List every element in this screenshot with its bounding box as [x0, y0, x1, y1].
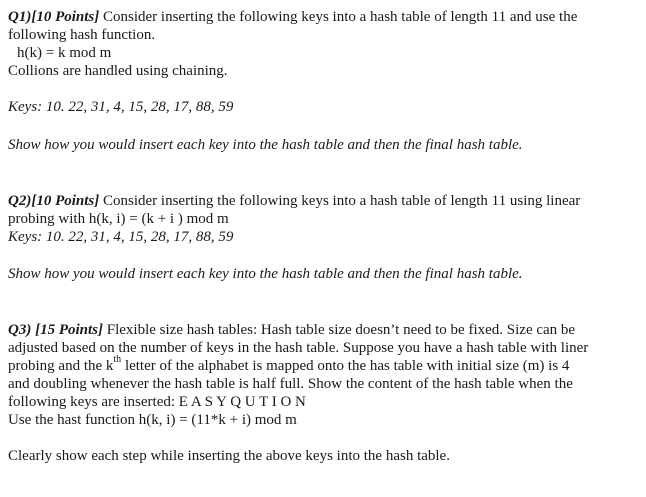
document [8, 8, 640, 465]
q1-collision-note: Collions are handled using chaining. [8, 63, 228, 79]
q3-line3: probing and the $k^{th}$ letter of the alphabet is mapped onto the has table with initial size (m) is 4 [8, 354, 570, 374]
q2-label: Q2)[10 Points] [8, 193, 100, 209]
q3-label: Q3) [15 Points] [8, 322, 103, 338]
q1-hash-formula: h(k) = k mod m [17, 45, 112, 61]
q1-keys: Keys: 10. 22, 31, 4, 15, 28, 17, 88, 59 [8, 99, 234, 115]
q3-intro [8, 321, 640, 339]
q3-superscript: th [113, 354, 122, 365]
q2-line2: probing with h(k, i) = (k + i ) mod m [8, 211, 229, 227]
q2-line1: Consider inserting the following keys into a hash table of length 11 using linear [99, 193, 581, 209]
q1-line2: following hash function. [8, 27, 156, 43]
q3-instruction: Clearly show each step while inserting the above keys into the hash table. [8, 448, 450, 464]
q1-line1: Consider inserting the following keys into a hash table of length 11 and use the [99, 9, 578, 25]
q3-line2: adjusted based on the number of keys in the hash table. Suppose you have a hash table with liner [8, 340, 589, 356]
q1-label: Q1)[10 Points] [8, 9, 100, 25]
q1-intro [8, 8, 640, 26]
q1-instruction: Show how you would insert each key into the hash table and then the final hash table. [8, 137, 523, 153]
q3-line4: and doubling whenever the hash table is half full. Show the content of the hash table when the [8, 376, 573, 392]
q3-line1: Flexible size hash tables: Hash table size doesn’t need to be fixed. Size can be [103, 322, 576, 338]
q3-keys: following keys are inserted: E A S Y Q U T I O N [8, 394, 306, 410]
question-1 [8, 8, 640, 154]
q2-intro [8, 192, 640, 210]
q2-instruction: Show how you would insert each key into the hash table and then the final hash table. [8, 266, 523, 282]
question-3 [8, 321, 640, 465]
question-2 [8, 192, 640, 283]
q2-keys: Keys: 10. 22, 31, 4, 15, 28, 17, 88, 59 [8, 229, 234, 245]
q3-hash-function: Use the hast function h(k, i) = (11*k + i) mod m [8, 412, 297, 428]
